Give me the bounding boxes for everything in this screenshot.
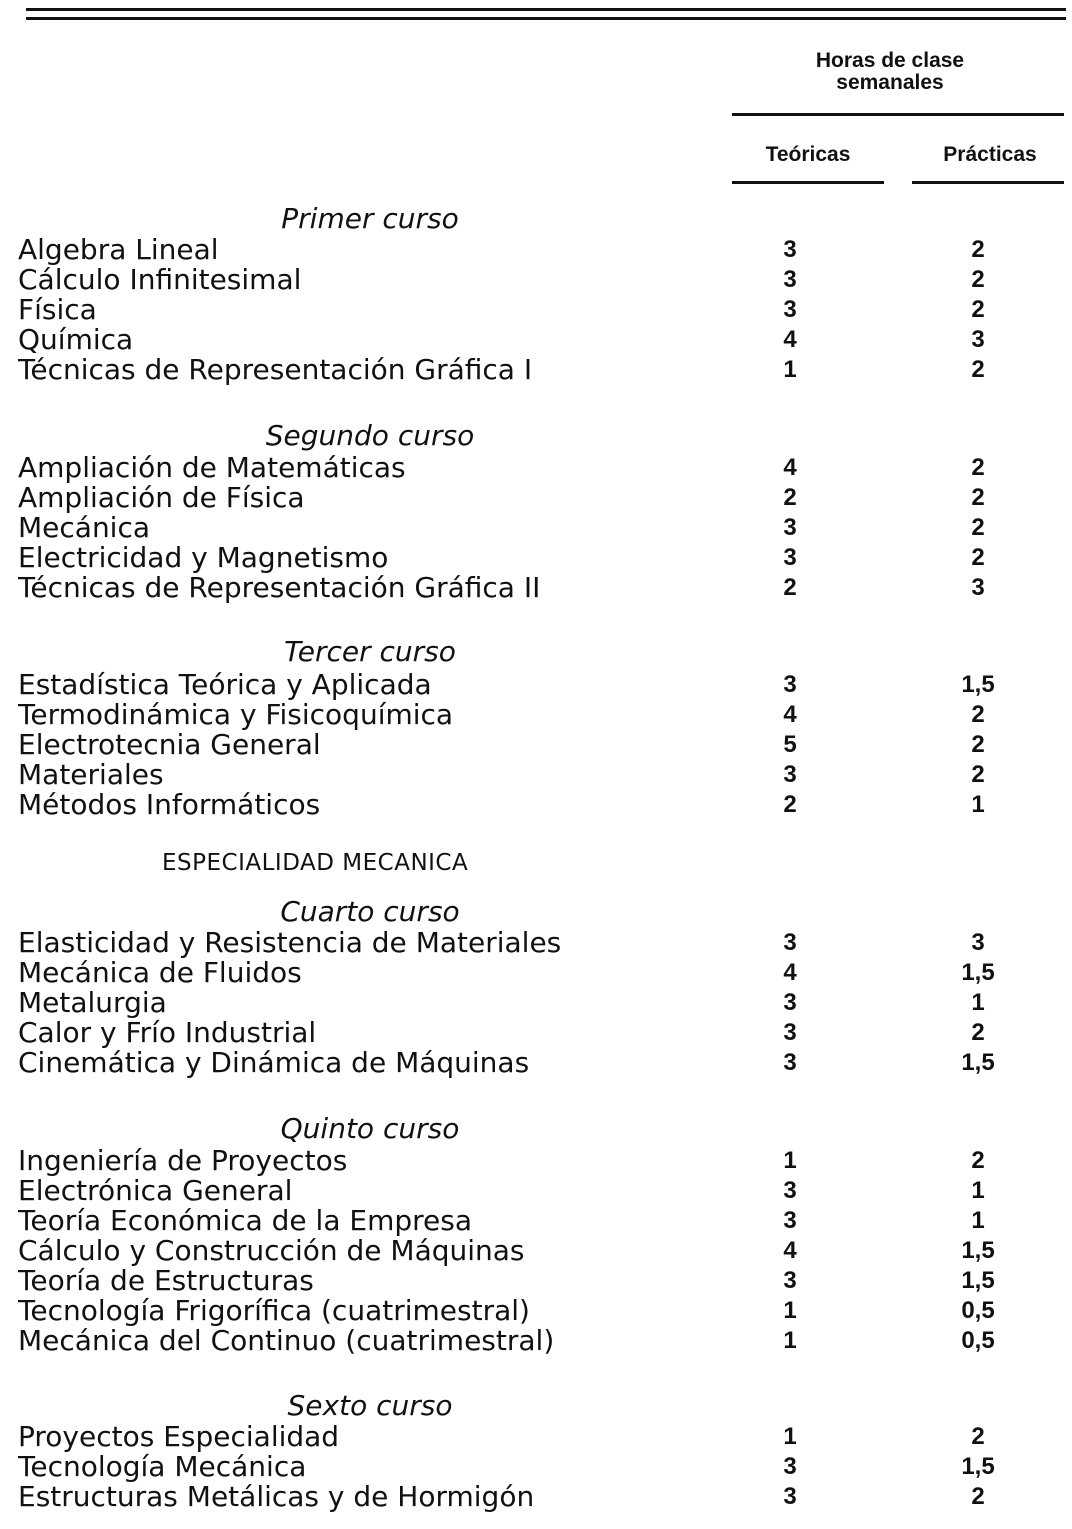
subject-cell	[18, 295, 730, 325]
specialty-heading: ESPECIALIDAD MECANICA	[162, 850, 469, 876]
table-row	[18, 760, 1058, 790]
practicas-cell: 2	[971, 356, 985, 383]
subject-name: Mecánica de Fluidos	[18, 958, 310, 988]
subject-cell	[18, 355, 730, 385]
teoricas-cell: 3	[783, 929, 797, 956]
practicas-cell: 2	[971, 454, 985, 481]
table-row	[18, 235, 1058, 265]
table-row	[18, 988, 1058, 1018]
subject-cell	[18, 1146, 730, 1176]
table-row	[18, 670, 1058, 700]
practicas-cell: 3	[971, 574, 985, 601]
teoricas-cell: 3	[783, 989, 797, 1016]
section-title: Quinto curso	[280, 1112, 460, 1145]
subject-name: Ampliación de Física	[18, 483, 313, 513]
subject-cell	[18, 1452, 730, 1482]
subject-name: Algebra Lineal	[18, 235, 227, 265]
subject-name: Ingeniería de Proyectos	[18, 1146, 355, 1176]
subject-name: Cinemática y Dinámica de Máquinas	[18, 1048, 537, 1078]
table-row	[18, 573, 1058, 603]
table-row	[18, 1146, 1058, 1176]
table-row	[18, 295, 1058, 325]
teoricas-cell: 3	[783, 514, 797, 541]
table-row	[18, 1176, 1058, 1206]
table-row	[18, 1048, 1058, 1078]
subject-name: Electrotecnia General	[18, 730, 329, 760]
header-group-rule	[732, 113, 1064, 116]
subject-cell	[18, 1296, 730, 1326]
table-row	[18, 1296, 1058, 1326]
subject-cell	[18, 1236, 730, 1266]
subject-cell	[18, 265, 730, 295]
subject-cell	[18, 760, 730, 790]
table-row	[18, 1236, 1058, 1266]
subject-cell	[18, 790, 730, 820]
subject-name: Termodinámica y Fisicoquímica	[18, 700, 461, 730]
table-row	[18, 1482, 1058, 1512]
section-title: Sexto curso	[287, 1389, 453, 1422]
subject-cell	[18, 730, 730, 760]
table-row	[18, 543, 1058, 573]
teoricas-cell: 3	[783, 296, 797, 323]
practicas-cell: 2	[971, 514, 985, 541]
teoricas-cell: 3	[783, 1483, 797, 1510]
subject-name: Tecnología Frigorífica (cuatrimestral)	[18, 1296, 538, 1326]
subject-cell	[18, 1482, 730, 1512]
teoricas-cell: 2	[783, 791, 797, 818]
subject-name: Cálculo y Construcción de Máquinas	[18, 1236, 533, 1266]
practicas-cell: 1,5	[961, 959, 995, 986]
practicas-cell: 3	[971, 326, 985, 353]
teoricas-cell: 3	[783, 761, 797, 788]
subject-cell	[18, 325, 730, 355]
top-rule-2	[26, 17, 1066, 20]
subject-name: Técnicas de Representación Gráfica II	[18, 573, 548, 603]
table-row	[18, 513, 1058, 543]
practicas-cell: 3	[971, 929, 985, 956]
section-title: Segundo curso	[265, 419, 475, 452]
col-practicas-rule	[912, 181, 1064, 184]
subject-cell	[18, 1018, 730, 1048]
table-row	[18, 1326, 1058, 1356]
table-row	[18, 453, 1058, 483]
practicas-cell: 0,5	[961, 1327, 995, 1354]
teoricas-cell: 3	[783, 236, 797, 263]
table-row	[18, 1452, 1058, 1482]
teoricas-cell: 2	[783, 574, 797, 601]
subject-cell	[18, 235, 730, 265]
table-row	[18, 325, 1058, 355]
subject-cell	[18, 670, 730, 700]
table-row	[18, 483, 1058, 513]
teoricas-cell: 4	[783, 454, 797, 481]
hours-group-line2: semanales	[836, 71, 944, 94]
col-teoricas-rule	[732, 181, 884, 184]
subject-name: Electrónica General	[18, 1176, 300, 1206]
practicas-cell: 2	[971, 701, 985, 728]
teoricas-cell: 3	[783, 1207, 797, 1234]
teoricas-cell: 3	[783, 1019, 797, 1046]
subject-name: Estructuras Metálicas y de Hormigón	[18, 1482, 542, 1512]
table-row	[18, 265, 1058, 295]
teoricas-cell: 3	[783, 1453, 797, 1480]
top-rule	[26, 8, 1066, 11]
practicas-cell: 1,5	[961, 671, 995, 698]
subject-name: Ampliación de Matemáticas	[18, 453, 414, 483]
teoricas-cell: 3	[783, 1177, 797, 1204]
practicas-cell: 2	[971, 761, 985, 788]
practicas-cell: 1	[971, 1207, 985, 1234]
table-row	[18, 1206, 1058, 1236]
subject-name: Técnicas de Representación Gráfica I	[18, 355, 540, 385]
subject-name: Metalurgia	[18, 988, 175, 1018]
teoricas-cell: 1	[783, 1423, 797, 1450]
teoricas-cell: 4	[783, 326, 797, 353]
teoricas-cell: 4	[783, 959, 797, 986]
subject-cell	[18, 453, 730, 483]
subject-name: Estadística Teórica y Aplicada	[18, 670, 440, 700]
practicas-cell: 1,5	[961, 1267, 995, 1294]
practicas-cell: 2	[971, 731, 985, 758]
practicas-cell: 2	[971, 1483, 985, 1510]
practicas-cell: 2	[971, 236, 985, 263]
practicas-cell: 2	[971, 1019, 985, 1046]
table-row	[18, 928, 1058, 958]
practicas-cell: 2	[971, 544, 985, 571]
subject-name: Electricidad y Magnetismo	[18, 543, 396, 573]
subject-cell	[18, 700, 730, 730]
section-title: Cuarto curso	[280, 895, 460, 928]
practicas-cell: 0,5	[961, 1297, 995, 1324]
practicas-cell: 2	[971, 484, 985, 511]
subject-cell	[18, 1422, 730, 1452]
practicas-cell: 1	[971, 989, 985, 1016]
section-title: Tercer curso	[284, 635, 456, 668]
teoricas-cell: 1	[783, 1147, 797, 1174]
hours-group-line1: Horas de clase	[815, 49, 965, 72]
subject-cell	[18, 1206, 730, 1236]
subject-name: Elasticidad y Resistencia de Materiales	[18, 928, 569, 958]
section-title: Primer curso	[281, 202, 459, 235]
subject-cell	[18, 543, 730, 573]
subject-name: Teoría de Estructuras	[18, 1266, 322, 1296]
teoricas-cell: 3	[783, 1049, 797, 1076]
teoricas-cell: 5	[783, 731, 797, 758]
teoricas-cell: 4	[783, 1237, 797, 1264]
subject-cell	[18, 958, 730, 988]
teoricas-cell: 2	[783, 484, 797, 511]
subject-name: Cálculo Infinitesimal	[18, 265, 309, 295]
subject-cell	[18, 928, 730, 958]
subject-name: Química	[18, 325, 141, 355]
subject-name: Calor y Frío Industrial	[18, 1018, 324, 1048]
subject-name: Métodos Informáticos	[18, 790, 328, 820]
subject-cell	[18, 513, 730, 543]
table-row	[18, 958, 1058, 988]
teoricas-cell: 1	[783, 1297, 797, 1324]
teoricas-cell: 4	[783, 701, 797, 728]
practicas-cell: 2	[971, 1147, 985, 1174]
table-row	[18, 790, 1058, 820]
subject-cell	[18, 1266, 730, 1296]
subject-cell	[18, 988, 730, 1018]
subject-cell	[18, 1176, 730, 1206]
practicas-cell: 1	[971, 791, 985, 818]
subject-name: Física	[18, 295, 105, 325]
subject-name: Tecnología Mecánica	[18, 1452, 314, 1482]
table-row	[18, 730, 1058, 760]
teoricas-cell: 3	[783, 544, 797, 571]
subject-name: Proyectos Especialidad	[18, 1422, 347, 1452]
practicas-cell: 1,5	[961, 1453, 995, 1480]
practicas-cell: 1,5	[961, 1049, 995, 1076]
table-row	[18, 700, 1058, 730]
table-row	[18, 1422, 1058, 1452]
teoricas-cell: 3	[783, 671, 797, 698]
practicas-cell: 2	[971, 296, 985, 323]
practicas-cell: 2	[971, 1423, 985, 1450]
practicas-cell: 2	[971, 266, 985, 293]
teoricas-cell: 3	[783, 266, 797, 293]
subject-name: Teoría Económica de la Empresa	[18, 1206, 480, 1236]
subject-cell	[18, 483, 730, 513]
teoricas-cell: 1	[783, 1327, 797, 1354]
subject-name: Mecánica	[18, 513, 158, 543]
practicas-cell: 1	[971, 1177, 985, 1204]
table-row	[18, 355, 1058, 385]
hours-group-header	[740, 50, 1040, 94]
col-practicas-header: Prácticas	[943, 143, 1037, 166]
table-row	[18, 1266, 1058, 1296]
subject-name: Materiales	[18, 760, 172, 790]
teoricas-cell: 1	[783, 356, 797, 383]
subject-cell	[18, 573, 730, 603]
practicas-cell: 1,5	[961, 1237, 995, 1264]
teoricas-cell: 3	[783, 1267, 797, 1294]
table-row	[18, 1018, 1058, 1048]
subject-cell	[18, 1326, 730, 1356]
subject-name: Mecánica del Continuo (cuatrimestral)	[18, 1326, 562, 1356]
col-teoricas-header: Teóricas	[765, 143, 851, 166]
subject-cell	[18, 1048, 730, 1078]
